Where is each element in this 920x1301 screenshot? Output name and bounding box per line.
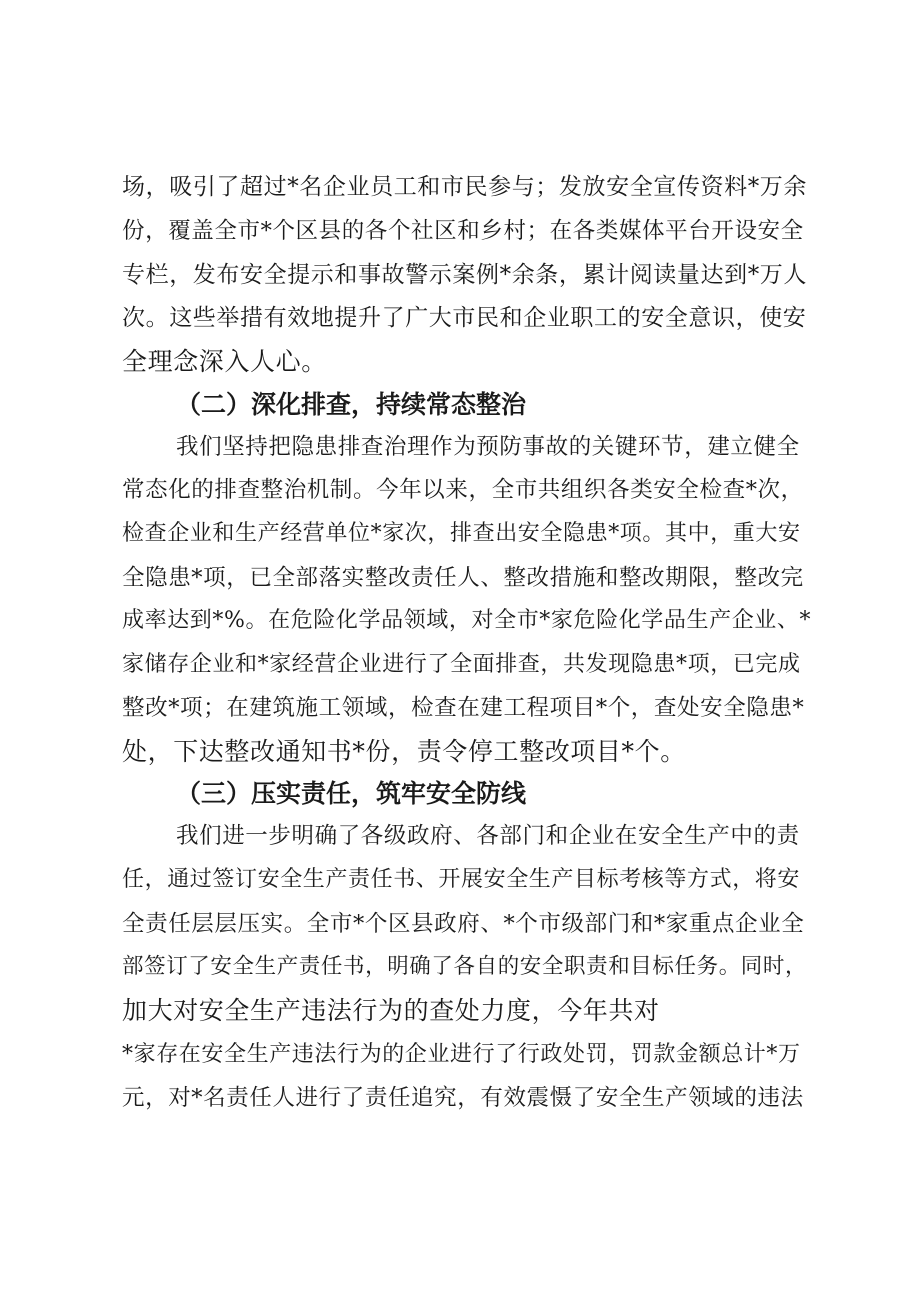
paragraph-1-line-5: 全理念深入人心。: [122, 347, 327, 376]
section-heading-3: （三）压实责任，筑牢安全防线: [176, 779, 527, 808]
paragraph-3-line-7: 元，对*名责任人进行了责任追究，有效震慑了安全生产领域的违法: [122, 1085, 804, 1111]
paragraph-3-line-2: 任，通过签订安全生产责任书、开展安全生产目标考核等方式，将安: [122, 867, 801, 892]
paragraph-2-line-5: 成率达到*%。在危险化学品领域，对全市*家危险化学品生产企业、*: [122, 608, 812, 633]
paragraph-2-line-4: 全隐患*项，已全部落实整改责任人、整改措施和整改期限，整改完: [122, 565, 804, 591]
paragraph-2-line-8: 处，下达整改通知书*份，责令停工整改项目*个。: [122, 737, 686, 766]
paragraph-1-line-1: 场，吸引了超过*名企业员工和市民参与；发放安全宣传资料*万余: [122, 174, 807, 200]
paragraph-3-line-3: 全责任层层压实。全市*个区县政府、*个市级部门和*家重点企业全: [122, 911, 805, 937]
paragraph-3-line-6: *家存在安全生产违法行为的企业进行了行政处罚，罚款金额总计*万: [122, 1042, 801, 1067]
paragraph-2-line-2: 常态化的排查整治机制。今年以来，全市共组织各类安全检查*次，: [122, 477, 804, 503]
paragraph-3-line-5: 加大对安全生产违法行为的查处力度，今年共对: [122, 996, 660, 1025]
paragraph-2-line-3: 检查企业和生产经营单位*家次，排查出安全隐患*项。其中，重大安: [122, 521, 801, 546]
paragraph-2-line-7: 整改*项；在建筑施工领域，检查在建工程项目*个，查处安全隐患*: [122, 695, 805, 721]
paragraph-3-line-4: 部签订了安全生产责任书，明确了各自的安全职责和目标任务。同时，: [122, 954, 808, 979]
paragraph-2-line-6: 家储存企业和*家经营企业进行了全面排查，共发现隐患*项，已完成: [122, 652, 801, 677]
paragraph-3-line-1: 我们进一步明确了各级政府、各部门和企业在安全生产中的责: [176, 823, 800, 849]
paragraph-1-line-4: 次。这些举措有效地提升了广大市民和企业职工的安全意识，使安: [122, 305, 807, 331]
paragraph-2-line-1: 我们坚持把隐患排查治理作为预防事故的关键环节，建立健全: [176, 434, 800, 460]
paragraph-1-line-3: 专栏，发布安全提示和事故警示案例*余条，累计阅读量达到*万人: [122, 262, 807, 288]
section-heading-2: （二）深化排查，持续常态整治: [176, 390, 527, 419]
paragraph-1-line-2: 份，覆盖全市*个区县的各个社区和乡村；在各类媒体平台开设安全: [122, 218, 804, 244]
